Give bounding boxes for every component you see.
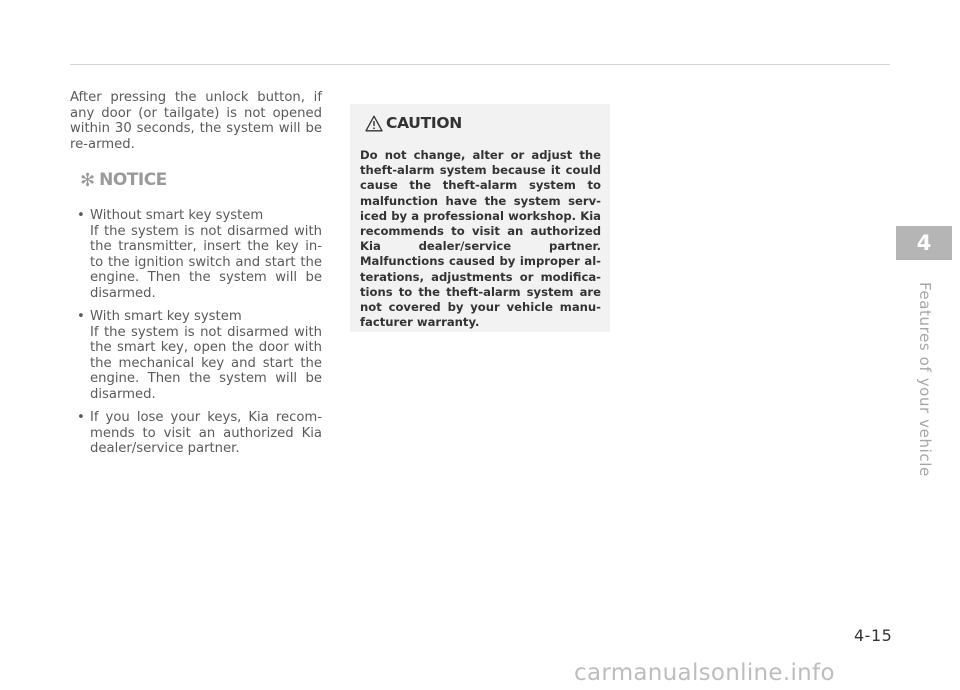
caution-label: CAUTION xyxy=(386,114,462,132)
intro-paragraph: After pressing the unlock button, if any door (or tailgate) is not opened within 30 seconds, the system will be re-armed. xyxy=(70,90,322,152)
header-rule xyxy=(70,64,890,65)
notice-heading xyxy=(70,172,322,190)
bullet: • xyxy=(77,208,85,223)
chapter-number-tab: 4 xyxy=(896,226,952,260)
bullet: • xyxy=(77,410,85,425)
watermark: carmanualsonline.info xyxy=(574,660,835,686)
notice-item xyxy=(70,309,322,402)
notice-list xyxy=(70,208,322,457)
notice-item xyxy=(70,410,322,457)
caution-heading xyxy=(365,114,462,132)
notice-item-title: With smart key system xyxy=(90,309,242,324)
notice-item xyxy=(70,208,322,301)
notice-item-title: Without smart key system xyxy=(90,208,264,223)
warning-triangle-icon xyxy=(365,115,383,132)
bullet: • xyxy=(77,309,85,324)
caution-box xyxy=(350,104,610,332)
caution-text: Do not change, alter or adjust the theft-alarm system because it could cause the theft-alarm system to malfunction have the system serv-iced by a professional workshop. Kia recommends to visit an authorized Kia dealer/service partner. Malfunctions caused by improper al-terations, adjustments or modifica-tions to the theft-alarm system are not covered by your vehicle manu-facturer warranty. xyxy=(360,148,601,330)
page-number: 4-15 xyxy=(854,626,893,645)
left-column xyxy=(70,90,322,465)
asterisk-notice-icon: ✻ xyxy=(80,170,96,191)
notice-item-body: If the system is not disarmed with the smart key, open the door with the mechanical key and start the engine. Then the system will be disarmed. xyxy=(90,324,322,402)
chapter-title: Features of your vehicle xyxy=(916,282,934,477)
notice-label: NOTICE xyxy=(99,170,167,191)
notice-item-body: If you lose your keys, Kia recom-mends to visit an authorized Kia dealer/service partner. xyxy=(90,410,322,456)
notice-item-body: If the system is not disarmed with the transmitter, insert the key in-to the ignition switch and start the engine. Then the system will be disarmed. xyxy=(90,223,322,301)
